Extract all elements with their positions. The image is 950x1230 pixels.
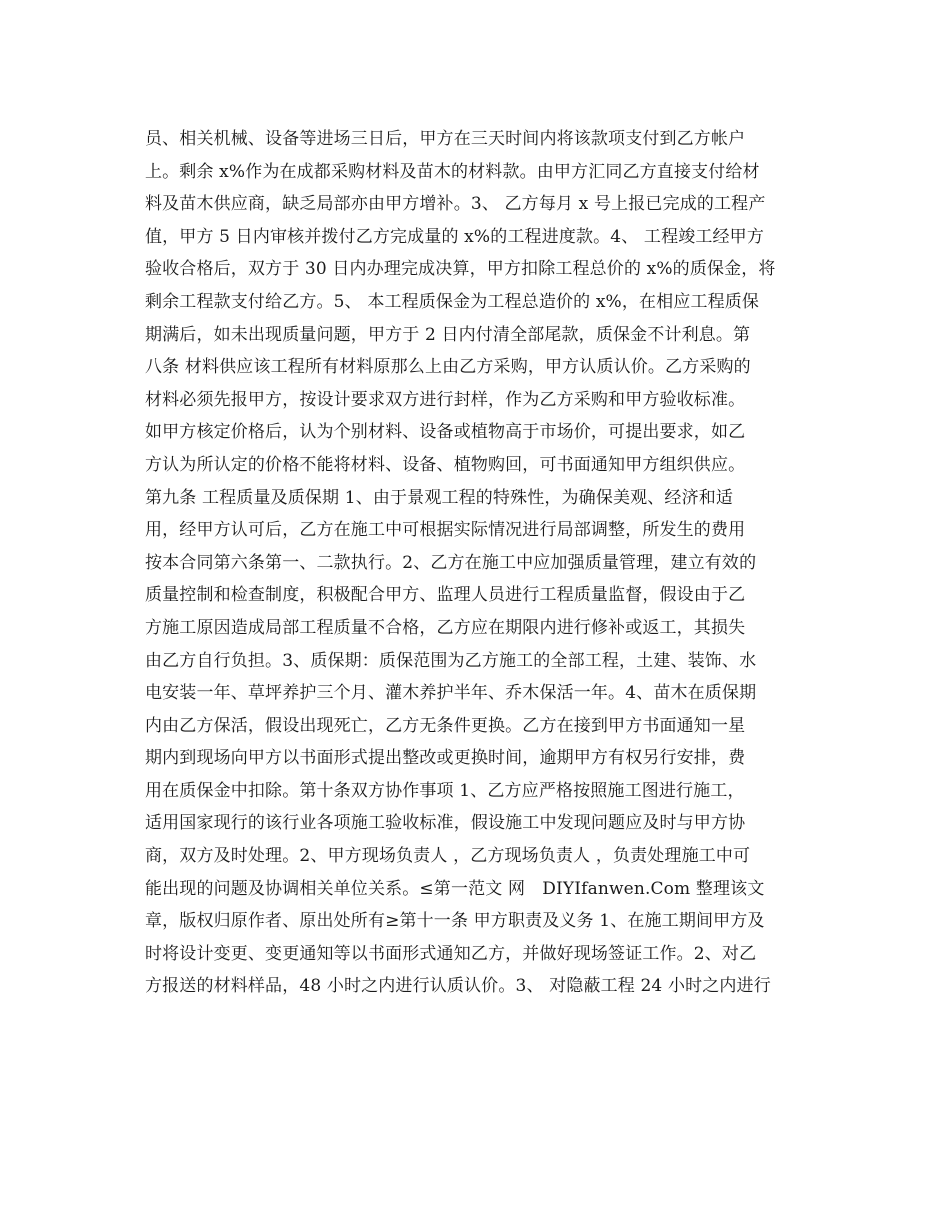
text-line: 方施工原因造成局部工程质量不合格，乙方应在期限内进行修补或返工，其损失 bbox=[145, 617, 746, 638]
text-line: 料及苗木供应商，缺乏局部亦由甲方增补。3、 乙方每月 x 号上报已完成的工程产 bbox=[145, 194, 766, 215]
text-line: 如甲方核定价格后，认为个别材料、设备或植物高于市场价，可提出要求，如乙 bbox=[145, 422, 746, 443]
text-line: 验收合格后，双方于 30 日内办理完成决算，甲方扣除工程总价的 x%的质保金，将 bbox=[145, 259, 776, 280]
text-line: 八条 材料供应该工程所有材料原那么上由乙方采购，甲方认质认价。乙方采购的 bbox=[145, 357, 751, 378]
text-line: 用，经甲方认可后，乙方在施工中可根据实际情况进行局部调整，所发生的费用 bbox=[145, 520, 746, 541]
text-line: 能出现的问题及协调相关单位关系。≤第一范文 网 DIYIfanwen.Com 整理该文 bbox=[145, 878, 765, 899]
text-line: 商，双方及时处理。2、甲方现场负责人 ，乙方现场负责人 ，负责处理施工中可 bbox=[145, 846, 751, 867]
text-line: 用在质保金中扣除。第十条双方协作事项 1、乙方应严格按照施工图进行施工， bbox=[145, 780, 745, 801]
text-line: 材料必须先报甲方，按设计要求双方进行封样，作为乙方采购和甲方验收标准。 bbox=[145, 389, 746, 410]
text-line: 章，版权归原作者、原出处所有≥第十一条 甲方职责及义务 1、在施工期间甲方及 bbox=[145, 911, 765, 932]
text-line: 方认为所认定的价格不能将材料、设备、植物购回，可书面通知甲方组织供应。 bbox=[145, 454, 746, 475]
text-line: 由乙方自行负担。3、质保期：质保范围为乙方施工的全部工程，土建、装饰、水 bbox=[145, 650, 757, 671]
text-line: 时将设计变更、变更通知等以书面形式通知乙方，并做好现场签证工作。2、对乙 bbox=[145, 943, 757, 964]
text-line: 员、相关机械、设备等进场三日后，甲方在三天时间内将该款项支付到乙方帐户 bbox=[145, 129, 746, 149]
text-line: 上。剩余 x%作为在成都采购材料及苗木的材料款。由甲方汇同乙方直接支付给材 bbox=[145, 161, 760, 182]
text-line: 内由乙方保活，假设出现死亡，乙方无条件更换。乙方在接到甲方书面通知一星 bbox=[145, 715, 746, 736]
text-line: 按本合同第六条第一、二款执行。2、乙方在施工中应加强质量管理，建立有效的 bbox=[145, 552, 757, 573]
text-line: 值，甲方 5 日内审核并拨付乙方完成量的 x%的工程进度款。4、 工程竣工经甲方 bbox=[145, 226, 764, 247]
text-line: 期内到现场向甲方以书面形式提出整改或更换时间，逾期甲方有权另行安排，费 bbox=[145, 748, 746, 769]
text-line: 电安装一年、草坪养护三个月、灌木养护半年、乔木保活一年。4、苗木在质保期 bbox=[145, 683, 757, 704]
text-line: 剩余工程款支付给乙方。5、 本工程质保金为工程总造价的 x%，在相应工程质保 bbox=[145, 291, 760, 312]
text-line: 质量控制和检查制度，积极配合甲方、监理人员进行工程质量监督，假设由于乙 bbox=[145, 585, 746, 606]
text-line: 方报送的材料样品，48 小时之内进行认质认价。3、 对隐蔽工程 24 小时之内进行 bbox=[145, 976, 771, 997]
text-line: 适用国家现行的该行业各项施工验收标准，假设施工中发现问题应及时与甲方协 bbox=[145, 813, 746, 834]
text-line: 期满后，如未出现质量问题，甲方于 2 日内付清全部尾款，质保金不计利息。第 bbox=[145, 324, 751, 345]
text-line: 第九条 工程质量及质保期 1、由于景观工程的特殊性，为确保美观、经济和适 bbox=[145, 487, 734, 508]
contract-body-text bbox=[145, 123, 825, 1003]
